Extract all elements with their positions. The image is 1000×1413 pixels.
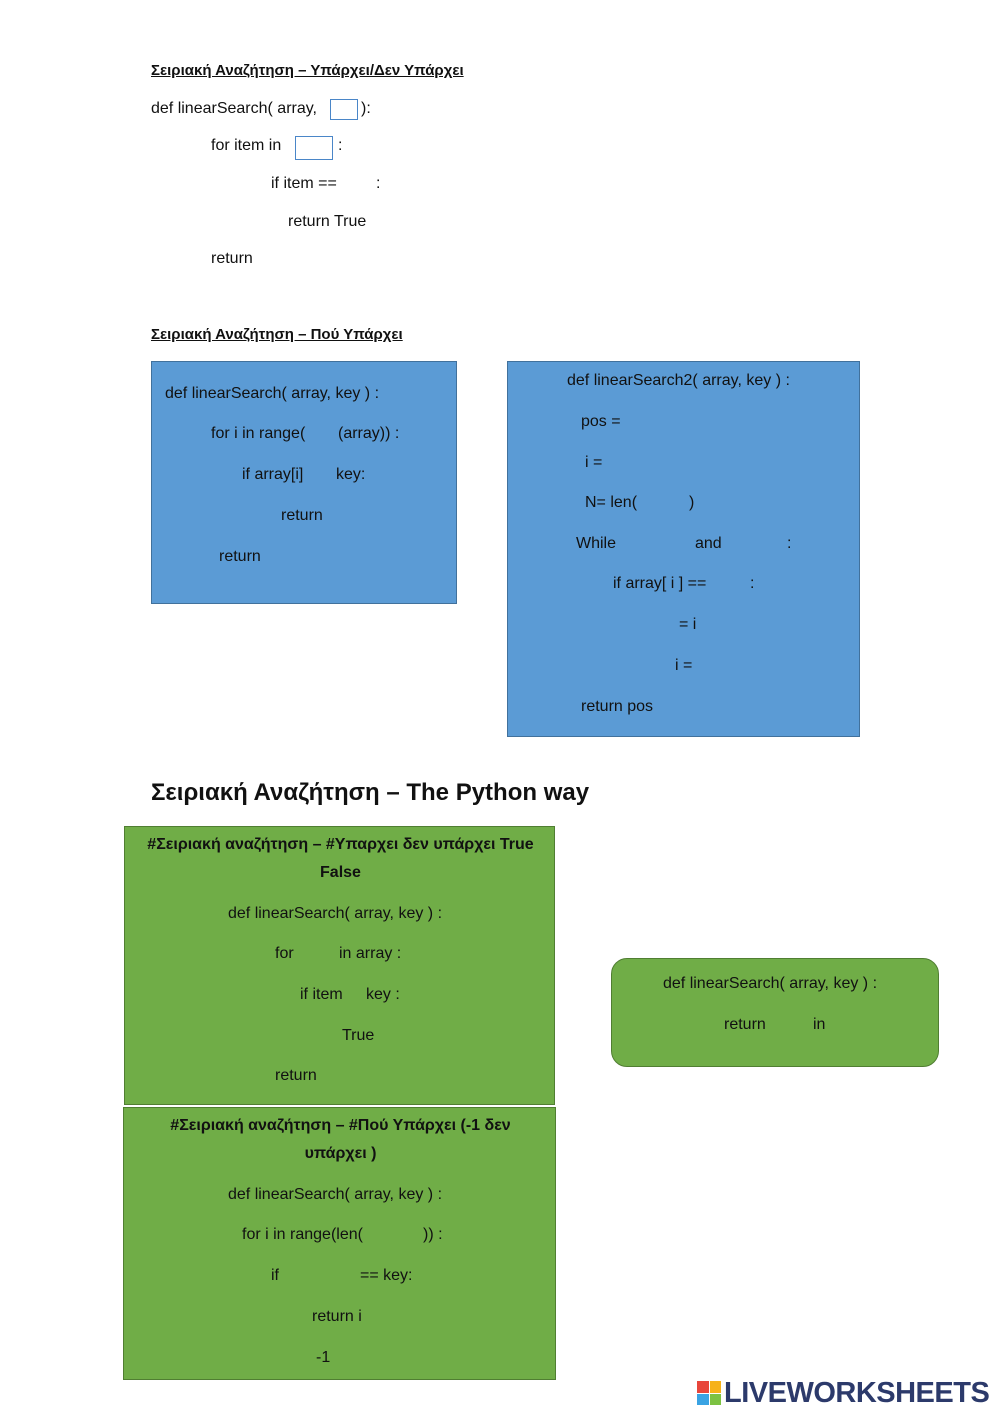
code-line: for [275,945,294,962]
code-box-python-position [123,1107,556,1380]
code-line: def linearSearch( array, key ) : [663,975,878,992]
code-line: == key: [360,1267,413,1284]
code-line: return [281,507,323,524]
code-line: (array)) : [338,425,400,442]
code-line: ) [689,494,695,511]
code-line: : [750,575,755,592]
code-line: if item [300,986,343,1003]
code-line: return [724,1016,766,1033]
code-line: return [219,548,261,565]
code-line-if-end: : [376,175,381,192]
comment-line: υπάρχει ) [304,1145,377,1162]
code-line: and [695,535,722,552]
code-line-for-end: : [338,137,343,154]
code-line: def linearSearch( array, key ) : [165,385,380,402]
code-line: def linearSearch( array, key ) : [228,905,443,922]
code-box-right [507,361,860,737]
code-line: -1 [316,1349,331,1366]
code-line-def-end: ): [361,100,371,117]
comment-line: #Σειριακή αναζήτηση – #Πού Υπάρχει (-1 δεν [170,1117,511,1134]
code-line-return-true: return True [288,213,367,230]
code-line: if [271,1267,279,1284]
code-line-return: return [211,250,253,267]
code-line: N= len( [585,494,638,511]
logo-text: LIVEWORKSHEETS [724,1376,990,1409]
code-line: key: [336,466,366,483]
liveworksheets-logo [697,1378,989,1408]
code-box-left [151,361,457,604]
code-line: return pos [581,698,654,715]
code-line: = i [679,616,697,633]
code-line: for i in range( [211,425,306,442]
code-line: key : [366,986,400,1003]
code-line: return i [312,1308,362,1325]
section1-title: Σειριακή Αναζήτηση – Υπάρχει/Δεν Υπάρχει [151,62,464,79]
code-box-python-in [611,958,939,1067]
code-line: if array[i] [242,466,304,483]
code-line: : [787,535,792,552]
code-line: pos = [581,413,621,430]
code-line-if: if item == [271,175,337,192]
code-line: if array[ i ] == [613,575,707,592]
code-line: i = [585,454,603,471]
code-line: While [576,535,617,552]
code-line: return [275,1067,317,1084]
code-line: in array : [339,945,402,962]
code-line: in [813,1016,826,1033]
section3-title: Σειριακή Αναζήτηση – The Python way [151,779,590,806]
code-line: def linearSearch2( array, key ) : [567,372,790,389]
code-line-def: def linearSearch( array, [151,100,317,117]
code-line: True [342,1027,375,1044]
code-box-python-exists [124,826,555,1105]
comment-line: #Σειριακή αναζήτηση – #Υπαρχει δεν υπάρχει True [147,836,534,853]
code-line: )) : [423,1226,443,1243]
logo-icon [697,1381,721,1405]
code-line: i = [675,657,693,674]
comment-line: False [320,864,361,881]
answer-input-param[interactable] [330,99,358,120]
code-line: def linearSearch( array, key ) : [228,1186,443,1203]
code-line-for: for item in [211,137,282,154]
answer-input-iterable[interactable] [295,136,333,160]
code-line: for i in range(len( [242,1226,363,1243]
section2-title: Σειριακή Αναζήτηση – Πού Υπάρχει [151,326,403,343]
